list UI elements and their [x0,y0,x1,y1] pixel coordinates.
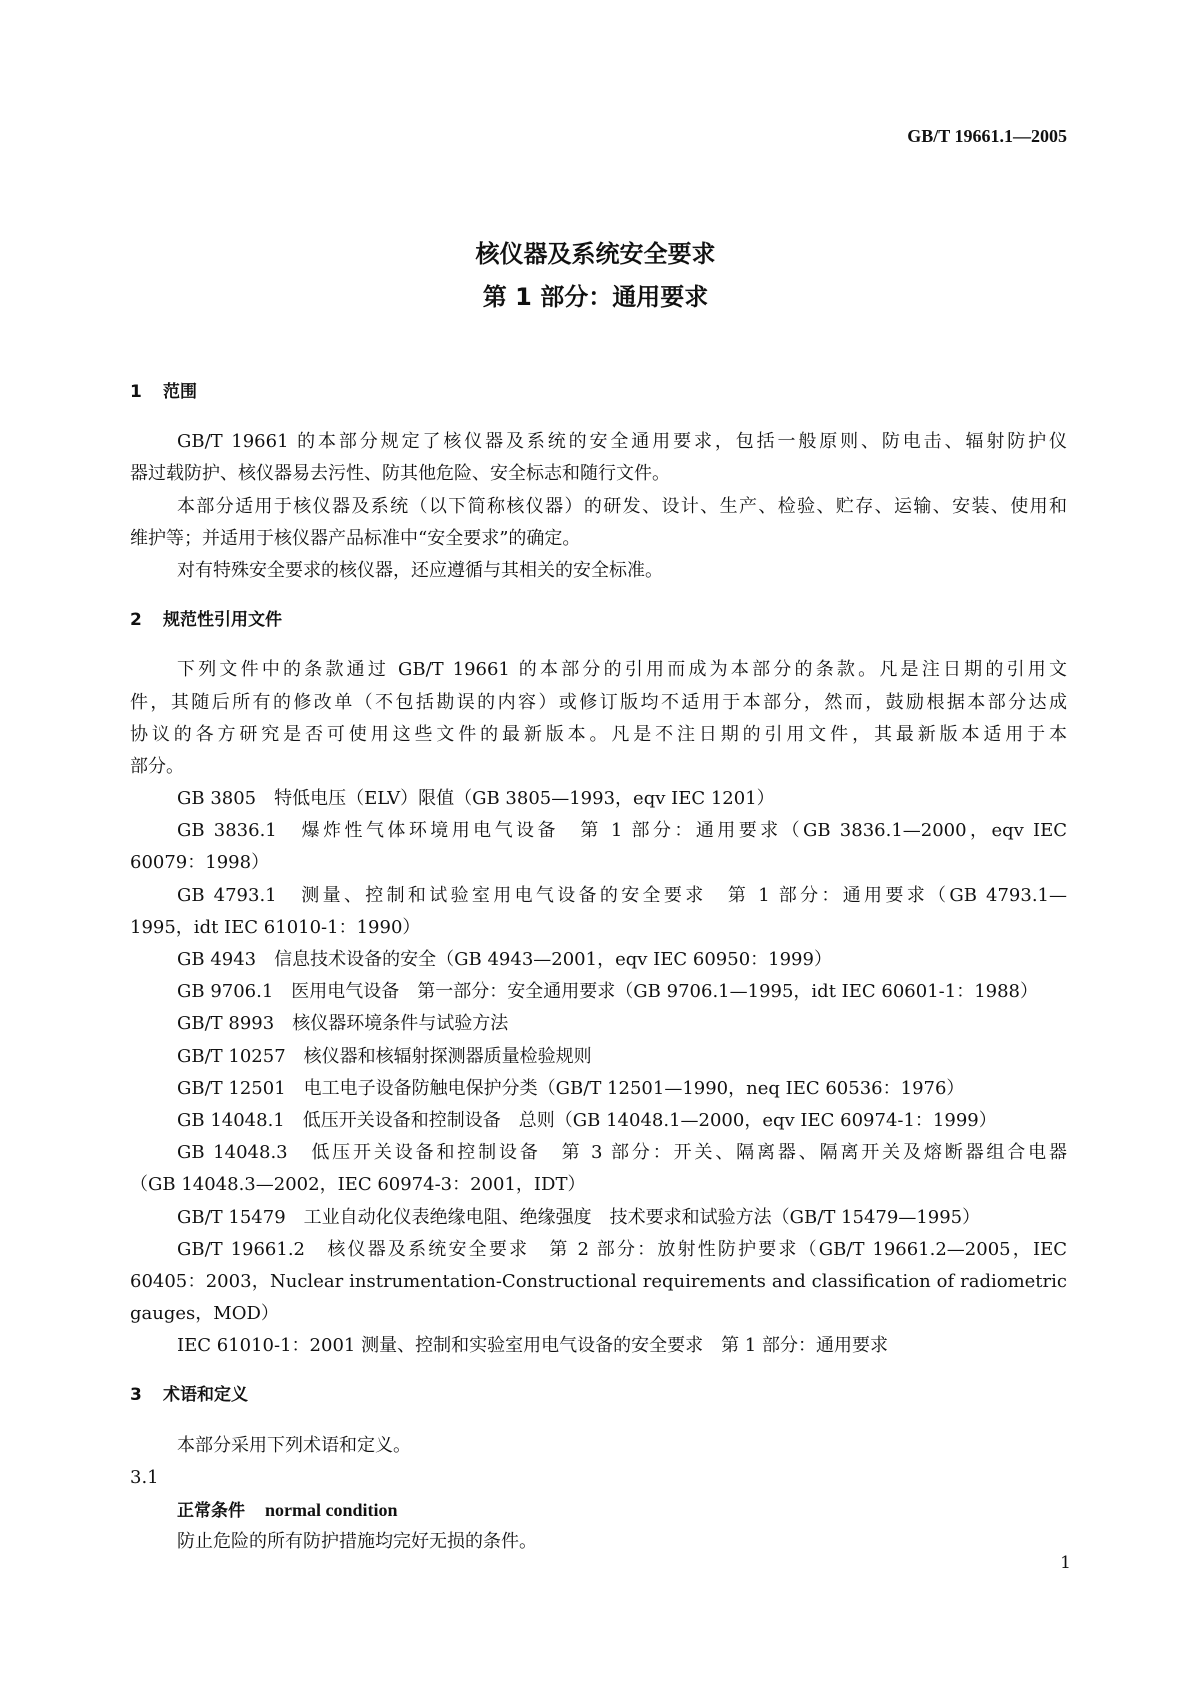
paragraph-line: 1995，idt IEC 61010-1：1990） [130,916,421,938]
section-title: 术语和定义 [163,1385,248,1406]
paragraph-line: GB/T 19661 的本部分规定了核仪器及系统的安全通用要求，包括一般原则、防电击、辐射防护仪 [177,431,1067,453]
paragraph-line: 器过载防护、核仪器易去污性、防其他危险、安全标志和随行文件。 [130,463,670,485]
paragraph-line: 件，其随后所有的修改单（不包括勘误的内容）或修订版均不适用于本部分，然而，鼓励根据本部分达成 [130,691,1067,713]
paragraph-line: GB/T 15479 工业自动化仪表绝缘电阻、绝缘强度 技术要求和试验方法（GB/T 15479—1995） [177,1206,981,1228]
term-heading [130,1494,1067,1526]
title-line-1: 核仪器及系统安全要求 [475,240,716,268]
section-number: 2 [130,610,142,631]
paragraph-line: GB/T 8993 核仪器环境条件与试验方法 [177,1013,509,1035]
section-number: 3 [130,1385,142,1406]
paragraph-line: gauges，MOD） [130,1303,279,1325]
title-line-2: 第 1 部分：通用要求 [482,283,709,311]
paragraph-line: 本部分采用下列术语和定义。 [177,1434,411,1456]
paragraph-line: 维护等；并适用于核仪器产品标准中“安全要求”的确定。 [130,527,581,549]
paragraph-line: GB 14048.3 低压开关设备和控制设备 第 3 部分：开关、隔离器、隔离开关及熔断器组合电器 [177,1142,1067,1164]
term-number: 3.1 [130,1466,159,1488]
section-heading [130,1379,1067,1411]
document-body [130,376,1067,1558]
document-number: GB/T 19661.1—2005 [907,126,1067,146]
paragraph-line: GB 3805 特低电压（ELV）限值（GB 3805—1993，eqv IEC 1201） [177,788,775,810]
paragraph-line: 对有特殊安全要求的核仪器，还应遵循与其相关的安全标准。 [177,559,663,581]
section-number: 1 [130,382,142,402]
paragraph-line: GB 9706.1 医用电气设备 第一部分：安全通用要求（GB 9706.1—1995，idt IEC 60601-1：1988） [177,981,1039,1003]
section-heading [130,604,1067,636]
paragraph-line: 协议的各方研究是否可使用这些文件的最新版本。凡是不注日期的引用文件，其最新版本适用于本 [130,723,1067,745]
section-1-body [130,426,1067,587]
paragraph-line: GB/T 19661.2 核仪器及系统安全要求 第 2 部分：放射性防护要求（GB/T 19661.2—2005，IEC [177,1238,1067,1260]
paragraph-line: （GB 14048.3—2002，IEC 60974-3：2001，IDT） [130,1174,586,1196]
section-2-body [130,654,1067,1362]
section-heading [130,376,1067,408]
paragraph-line: GB 3836.1 爆炸性气体环境用电气设备 第 1 部分：通用要求（GB 3836.1—2000，eqv IEC [177,820,1067,842]
paragraph-line: IEC 61010-1：2001 测量、控制和实验室用电气设备的安全要求 第 1 部分：通用要求 [177,1335,888,1357]
paragraph-line: 部分。 [130,755,184,777]
term-english: normal condition [265,1500,398,1521]
paragraph-line: GB 4943 信息技术设备的安全（GB 4943—2001，eqv IEC 60950：1999） [177,949,832,971]
page-number: 1 [1060,1553,1071,1573]
paragraph-line: 60079：1998） [130,852,270,874]
paragraph-line: 下列文件中的条款通过 GB/T 19661 的本部分的引用而成为本部分的条款。凡是注日期的引用文 [177,659,1067,681]
paragraph-line: GB 4793.1 测量、控制和试验室用电气设备的安全要求 第 1 部分：通用要求（GB 4793.1— [177,884,1067,906]
section-title: 范围 [163,382,197,402]
term-definition: 防止危险的所有防护措施均完好无损的条件。 [177,1531,537,1553]
paragraph-line: GB/T 10257 核仪器和核辐射探测器质量检验规则 [177,1045,592,1067]
paragraph-line: 本部分适用于核仪器及系统（以下简称核仪器）的研发、设计、生产、检验、贮存、运输、安装、使用和 [177,495,1067,517]
paragraph-line: GB 14048.1 低压开关设备和控制设备 总则（GB 14048.1—2000，eqv IEC 60974-1：1999） [177,1109,997,1131]
term-chinese: 正常条件 [177,1501,245,1522]
paragraph-line: GB/T 12501 电工电子设备防触电保护分类（GB/T 12501—1990，neq IEC 60536：1976） [177,1077,965,1099]
paragraph-line: 60405：2003，Nuclear instrumentation-Constructional requirements and classification of radiometric [130,1270,1067,1292]
section-title: 规范性引用文件 [163,610,282,631]
